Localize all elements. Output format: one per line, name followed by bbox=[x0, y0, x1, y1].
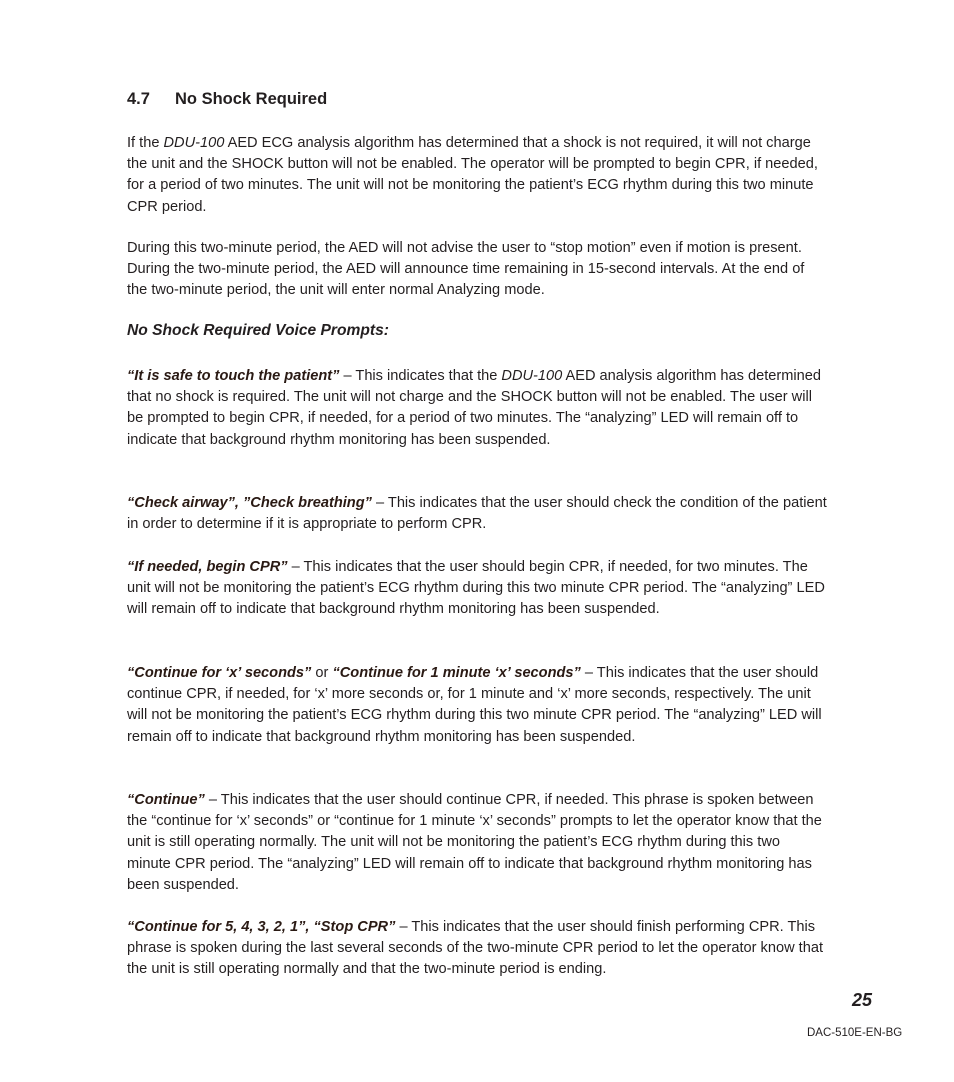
intro-paragraph-1 bbox=[127, 133, 827, 218]
prompt-label: “If needed, begin CPR” bbox=[127, 559, 288, 575]
prompt-description: – This indicates that the user should check the condition of the patient in order to determine if it is appropriate to perform CPR. bbox=[127, 495, 827, 533]
prompt-label: “Continue for 5, 4, 3, 2, 1”, “Stop CPR” bbox=[127, 919, 396, 935]
prompt-label: “Continue” bbox=[127, 792, 205, 808]
intro-p1-text-after: AED ECG analysis algorithm has determined that a shock is not required, it will not charge the unit and the SHOCK button will not be enabled. The operator will be prompted to begin CPR, if needed, for a period of two minutes. The unit will not be monitoring the patient’s ECG rhythm during this two minute CPR period. bbox=[127, 135, 818, 215]
prompt-description: – This indicates that the user should finish performing CPR. This phrase is spoken during the last several seconds of the two-minute CPR period to let the operator know that the unit is still operating normally and that the two-minute period is ending. bbox=[127, 919, 824, 978]
prompt-continue bbox=[127, 790, 827, 896]
intro-p1-text-before: If the bbox=[127, 135, 164, 151]
prompt-label: “Continue for 1 minute ‘x’ seconds” bbox=[332, 665, 581, 681]
prompt-countdown-stop-cpr bbox=[127, 917, 827, 981]
prompt-description: – This indicates that the bbox=[339, 368, 502, 384]
prompt-or-text: or bbox=[311, 665, 333, 681]
prompt-description: – This indicates that the user should continue CPR, if needed. This phrase is spoken between the “continue for ‘x’ seconds” or “continue for 1 minute ‘x’ seconds” prompts to let the operator know that the unit is still operating normally. The unit will not be monitoring the patient’s ECG rhythm during this two minute CPR period. The “analyzing” LED will remain off to indicate that background rhythm monitoring has been suspended. bbox=[127, 792, 822, 893]
prompt-safe-to-touch bbox=[127, 366, 827, 451]
section-heading bbox=[127, 90, 327, 109]
intro-paragraph-2: During this two-minute period, the AED will not advise the user to “stop motion” even if motion is present. During the two-minute period, the AED will announce time remaining in 15-second intervals. At the end of the two-minute period, the unit will enter normal Analyzing mode. bbox=[127, 240, 805, 299]
prompt-description: – This indicates that the user should begin CPR, if needed, for two minutes. The unit will not be monitoring the patient’s ECG rhythm during this two minute CPR period. The “analyzing” LED will remain off to indicate that background rhythm monitoring has been suspended. bbox=[127, 559, 825, 618]
prompt-description: – This indicates that the user should continue CPR, if needed, for ‘x’ more seconds or, for 1 minute and ‘x’ more seconds, respectively. The unit will not be monitoring the patient’s ECG rhythm during this two minute CPR period. The “analyzing” LED will remain off to indicate that background rhythm monitoring has been suspended. bbox=[127, 665, 822, 745]
prompt-continue-seconds bbox=[127, 663, 827, 748]
product-name: DDU-100 bbox=[163, 135, 225, 151]
section-title: No Shock Required bbox=[175, 90, 328, 108]
section-number: 4.7 bbox=[127, 90, 150, 108]
prompt-label: “It is safe to touch the patient” bbox=[127, 368, 340, 384]
prompt-label: “Check airway”, ”Check breathing” bbox=[127, 495, 372, 511]
prompt-begin-cpr bbox=[127, 557, 827, 621]
prompt-check-airway bbox=[127, 493, 827, 535]
voice-prompts-subheading: No Shock Required Voice Prompts: bbox=[127, 322, 389, 339]
prompt-label: “Continue for ‘x’ seconds” bbox=[127, 665, 312, 681]
prompt-description: AED analysis algorithm has determined that no shock is required. The unit will not charge and the SHOCK button will not be enabled. The user will be prompted to begin CPR, if needed, for a period of two minutes. The “analyzing” LED will remain off to indicate that background rhythm monitoring has been suspended. bbox=[127, 368, 822, 448]
page-number: 25 bbox=[852, 990, 873, 1010]
product-name: DDU-100 bbox=[501, 368, 563, 384]
document-code: DAC-510E-EN-BG bbox=[807, 1027, 903, 1039]
